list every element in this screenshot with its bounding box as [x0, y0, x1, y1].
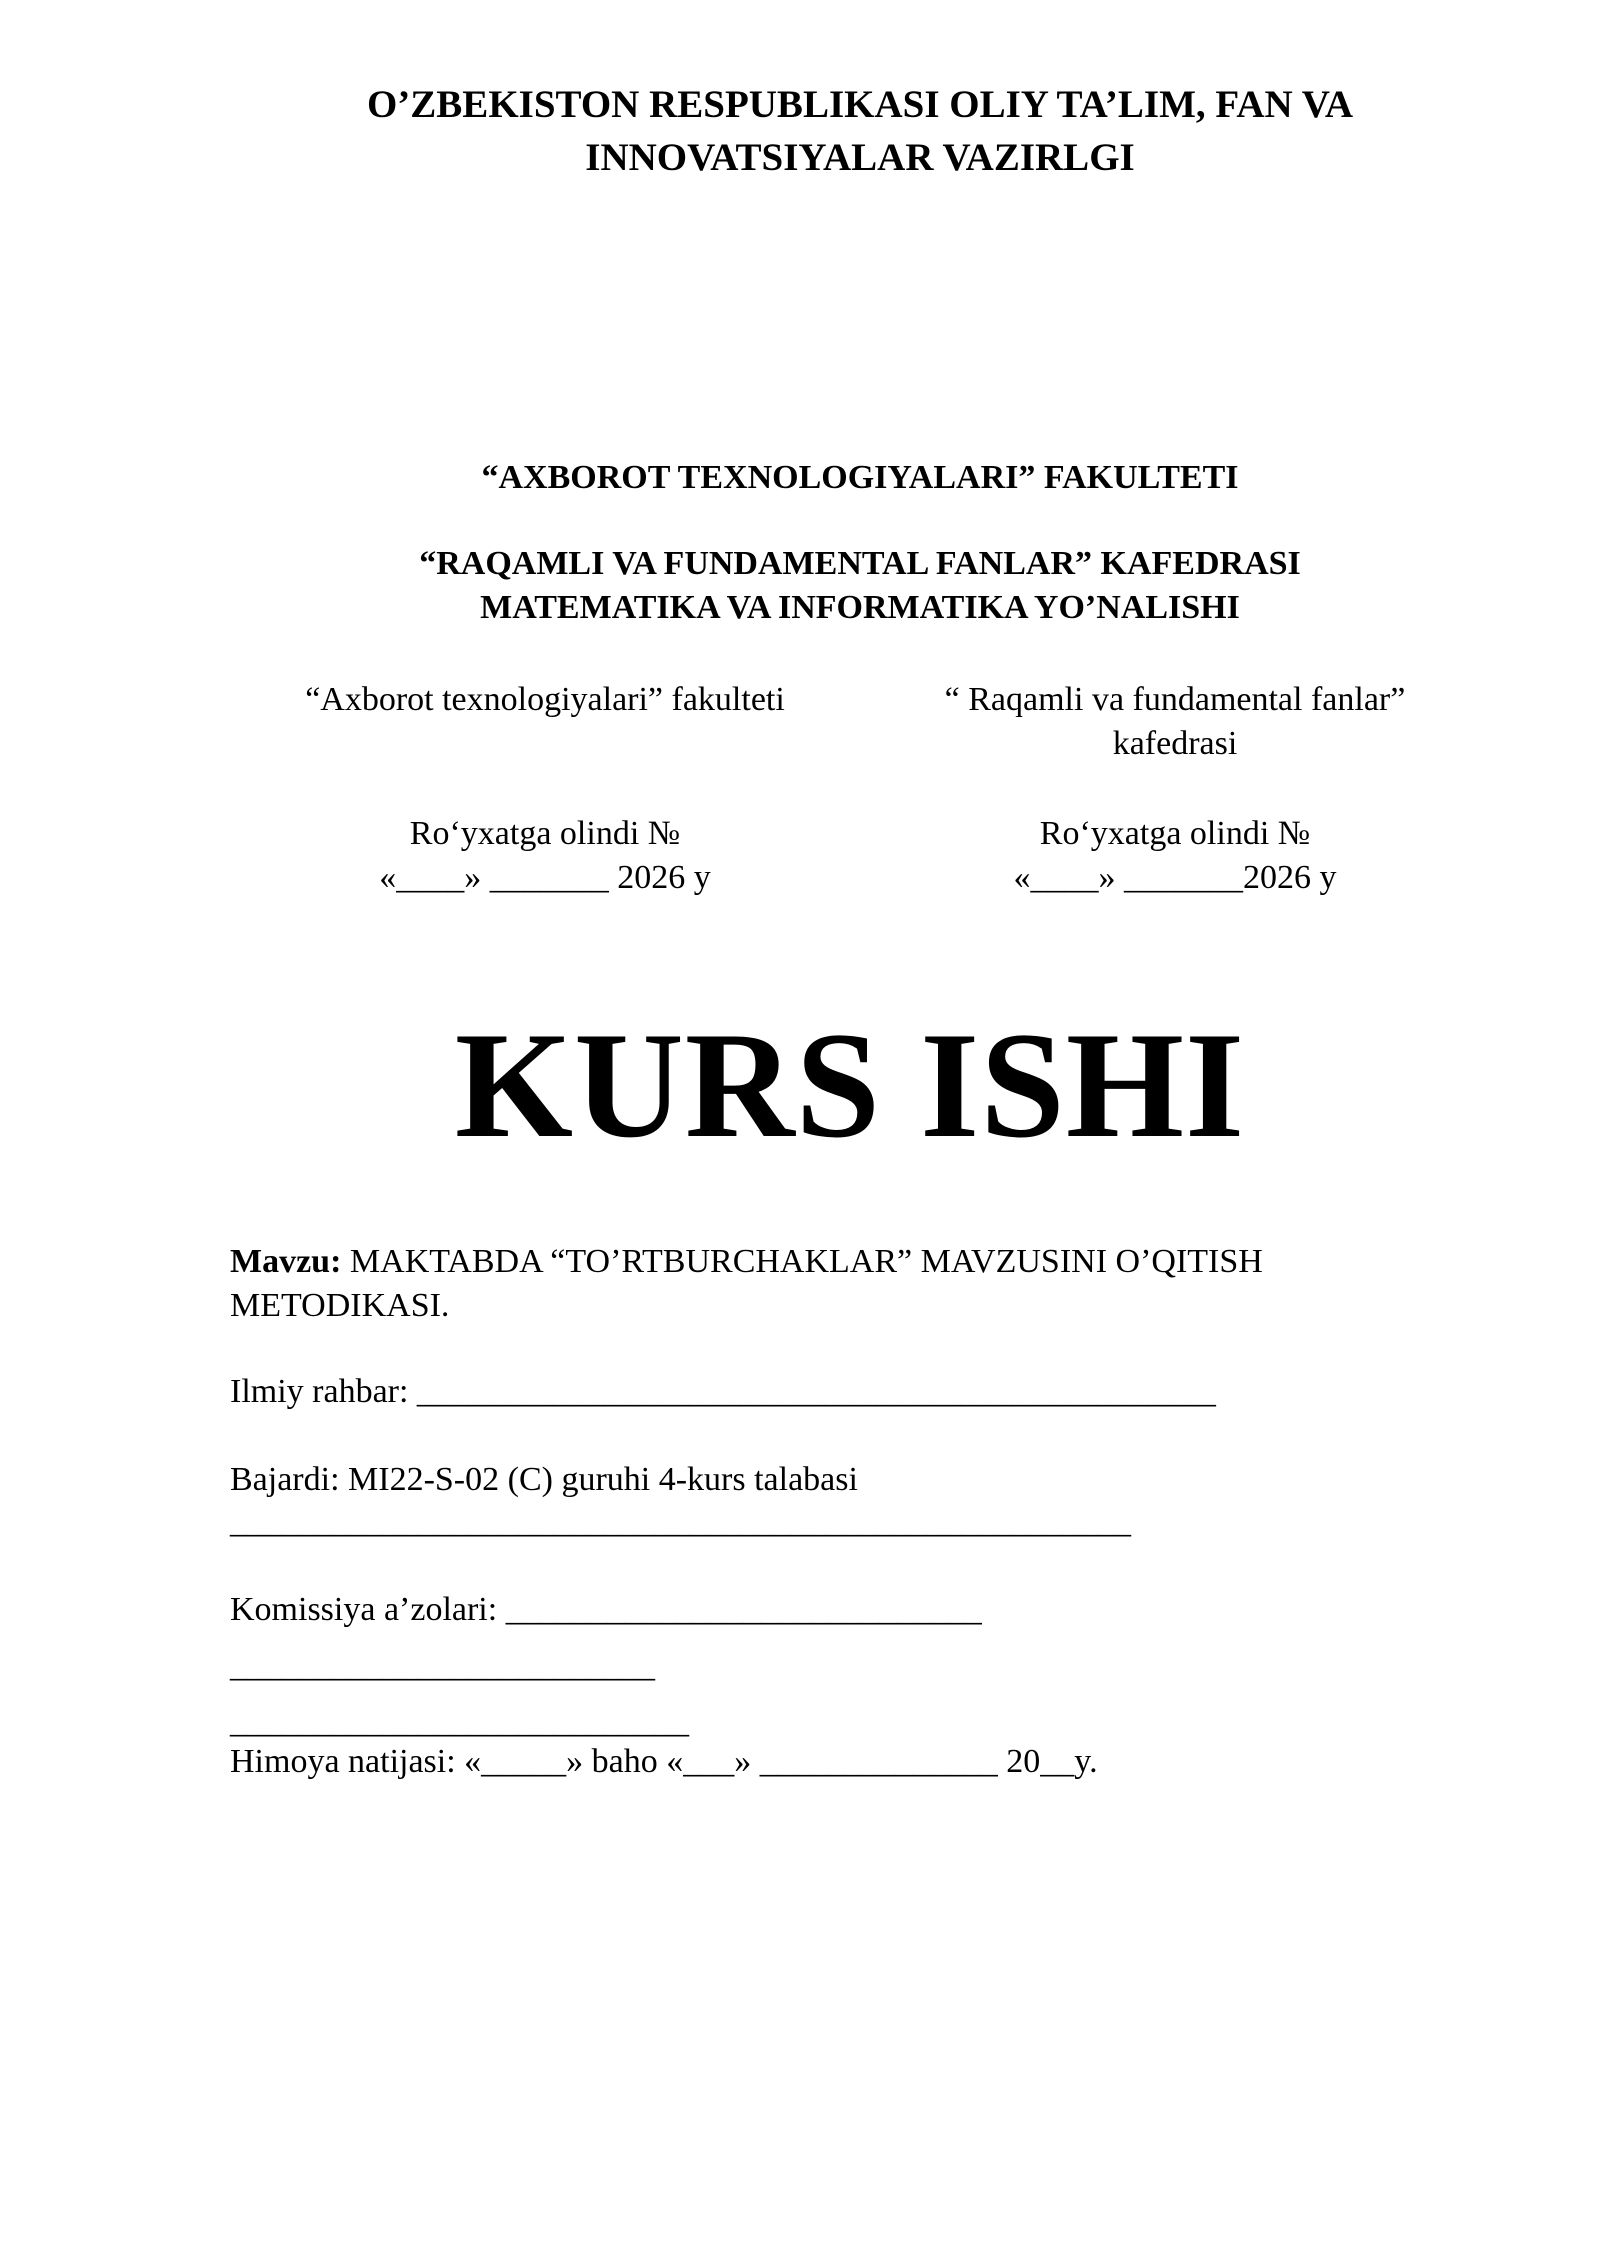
commission-line: Komissiya a’zolari: ____________________________: [230, 1591, 982, 1628]
department-heading: [260, 542, 1460, 630]
faculty-name-left: “Axborot texnologiyalari” fakulteti: [305, 681, 785, 718]
advisor-line: Ilmiy rahbar: _______________________________________________: [230, 1373, 1216, 1410]
defense-result-line: Himoya natijasi: «_____» baho «___» ______________ 20__y.: [230, 1743, 1098, 1780]
department-name-right: [860, 678, 1490, 766]
registration-date-right: «____» _______2026 y: [1013, 859, 1337, 896]
registration-left: [230, 812, 860, 900]
ministry-line-1: O’ZBEKISTON RESPUBLIKASI OLIY TA’LIM, FAN VA: [366, 83, 1354, 126]
performer-line: Bajardi: MI22-S-02 (C) guruhi 4-kurs talabasi: [230, 1461, 858, 1498]
topic-block: [230, 1240, 1490, 1328]
performer-signature-line: _____________________________________________________: [230, 1503, 1131, 1540]
document-title: KURS ISHI: [454, 1001, 1246, 1169]
faculty-heading: “AXBOROT TEXNOLOGIYALARI” FAKULTETI: [481, 459, 1239, 496]
registration-right: [860, 812, 1490, 900]
department-line-1: “RAQAMLI VA FUNDAMENTAL FANLAR” KAFEDRASI: [419, 545, 1301, 582]
topic-label: Mavzu:: [230, 1243, 342, 1280]
department-name-line-1: “ Raqamli va fundamental fanlar”: [944, 681, 1406, 718]
commission-line-2: _________________________: [230, 1647, 655, 1684]
registration-label-left: Ro‘yxatga olindi №: [409, 815, 681, 852]
registration-date-left: «____» _______ 2026 y: [379, 859, 711, 896]
topic-line-1: [230, 1240, 1490, 1284]
topic-text: MAKTABDA “TO’RTBURCHAKLAR” MAVZUSINI O’QITISH: [349, 1243, 1263, 1280]
registration-label-right: Ro‘yxatga olindi №: [1039, 815, 1311, 852]
commission-line-3: ___________________________: [230, 1703, 689, 1740]
ministry-heading: [230, 78, 1490, 184]
topic-line-2: METODIKASI.: [230, 1287, 450, 1324]
department-name-line-2: kafedrasi: [1112, 725, 1238, 762]
department-line-2: MATEMATIKA VA INFORMATIKA YO’NALISHI: [480, 589, 1240, 626]
ministry-line-2: INNOVATSIYALAR VAZIRLGI: [585, 136, 1135, 179]
